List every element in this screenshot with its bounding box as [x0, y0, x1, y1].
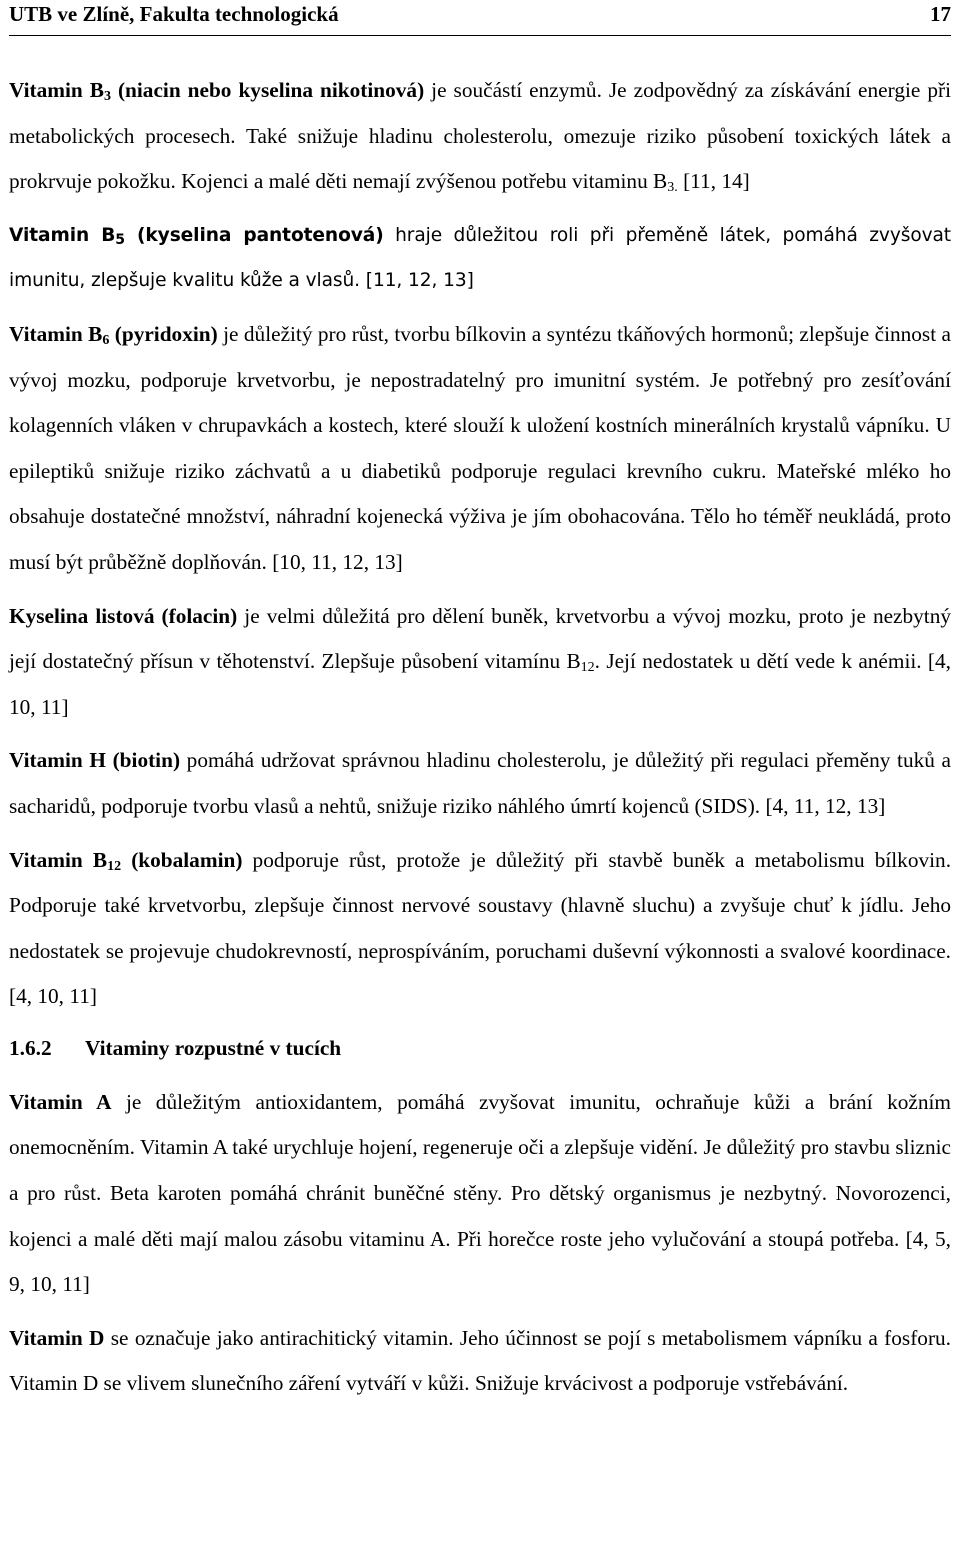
vitamin-name: Vitamin D	[9, 1325, 105, 1350]
section-title: Vitaminy rozpustné v tucích	[85, 1035, 342, 1060]
vitamin-name: Vitamin $B_6$ (pyridoxin)	[9, 321, 218, 348]
vitamin-name: Vitamin $B_5$ (kyselina pantotenová)	[9, 224, 384, 248]
section-heading	[9, 1028, 951, 1068]
header-title: UTB ve Zlíně, Fakulta technologická	[9, 2, 339, 26]
paragraph-vitamin-b5: Vitamin $B_5$ (kyselina pantotenová) hraje důležitou roli při přeměně látek, pomáhá zvyšovat imunitu, zlepšuje kvalitu kůže a vlasů. [11, 12, 13]	[9, 224, 951, 292]
page-number: 17	[930, 2, 951, 26]
vitamin-name: Vitamin A	[9, 1089, 112, 1114]
page-header	[9, 0, 951, 36]
section-number: 1.6.2	[9, 1035, 52, 1060]
document-page	[9, 0, 951, 1415]
vitamin-name: Vitamin $B_{12}$ (kobalamin)	[9, 847, 243, 874]
paragraph-vitamin-d: Vitamin D se označuje jako antirachitický vitamin. Jeho účinnost se pojí s metabolismem vápníku a fosforu. Vitamin D se vlivem slunečního záření vytváří v kůži. Snižuje krvácivost a podporuje vstřebávání.	[9, 1325, 952, 1396]
paragraph-vitamin-b12: Vitamin $B_{12}$ (kobalamin) podporuje růst, protože je důležitý při stavbě buněk a metabolismu bílkovin. Podporuje také krvetvorbu, zlepšuje činnost nervové soustavy (hlavně sluchu) a zvyšuje chuť k jídlu. Jeho nedostatek se projevuje chudokrevností, neprospíváním, poruchami duševní výkonnosti a svalové koordinace. [4, 10, 11]	[9, 847, 952, 1009]
paragraph-vitamin-b6: Vitamin $B_6$ (pyridoxin) je důležitý pro růst, tvorbu bílkovin a syntézu tkáňových hormonů; zlepšuje činnost a vývoj mozku, podporuje krvetvorbu, je nepostradatelný pro imunitní systém. Je potřebný pro zesíťování kolagenních vláken v chrupavkách a kostech, které slouží k uložení kostních minerálních krystalů vápníku. U epileptiků snižuje riziko záchvatů a u diabetiků podporuje regulaci krevního cukru. Mateřské mléko ho obsahuje dostatečné množství, náhradní kojenecká výživa je jím obohacována. Tělo ho téměř neukládá, proto musí být průběžně doplňován. [10, 11, 12, 13]	[9, 321, 951, 574]
paragraph-vitamin-a: Vitamin A je důležitým antioxidantem, pomáhá zvyšovat imunitu, ochraňuje kůži a brání kožním onemocněním. Vitamin A také urychluje hojení, regeneruje oči a zlepšuje vidění. Je důležitý pro stavbu sliznic a pro růst. Beta karoten pomáhá chránit buněčné stěny. Pro dětský organismus je nezbytný. Novorozenci, kojenci a malé děti mají malou zásobu vitaminu A. Při horečce roste jeho vylučování a stoupá potřeba. [4, 5, 9, 10, 11]	[9, 1089, 951, 1297]
paragraph-vitamin-h: Vitamin H (biotin) pomáhá udržovat správnou hladinu cholesterolu, je důležitý při regulaci přeměny tuků a sacharidů, podporuje tvorbu vlasů a nehtů, snižuje riziko náhlého úmrtí kojenců (SIDS). [4, 11, 12, 13]	[9, 748, 951, 818]
paragraph-vitamin-b3: Vitamin $B_3$ (niacin nebo kyselina nikotinová) je součástí enzymů. Je zodpovědný za získávání energie při metabolických procesech. Také snižuje hladinu cholesterolu, omezuje riziko působení toxických látek a prokrvuje pokožku. Kojenci a malé děti nemají zvýšenou potřebu vitaminu $B_{3.}$ [11, 14]	[9, 78, 951, 196]
vitamin-name: Kyselina listová (folacin)	[9, 603, 238, 628]
vitamin-name: Vitamin H (biotin)	[9, 748, 181, 773]
vitamin-name: Vitamin $B_3$ (niacin nebo kyselina nikotinová)	[9, 78, 425, 104]
paragraph-folacin: Kyselina listová (folacin) je velmi důležitá pro dělení buněk, krvetvorbu a vývoj mozku, proto je nezbytný její dostatečný přísun v těhotenství. Zlepšuje působení vitamínu $B_{12}$. Její nedostatek u dětí vede k anémii. [4, 10, 11]	[9, 603, 952, 719]
